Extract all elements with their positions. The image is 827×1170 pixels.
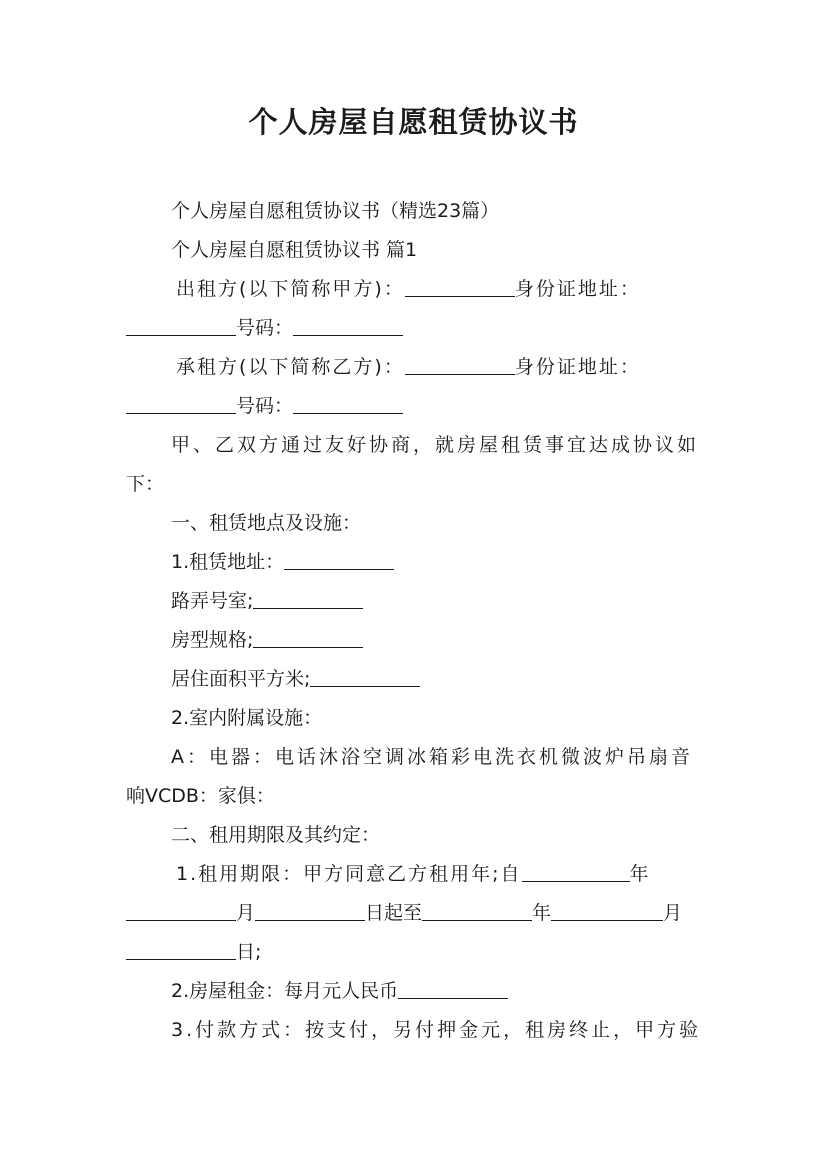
lessee-label: 承租方(以下简称乙方)： [176, 356, 405, 378]
lessor-number-line [126, 313, 716, 343]
clause-one-heading-text: 一、租赁地点及设施： [171, 512, 362, 534]
rental-address-label: 1.租赁地址： [171, 551, 285, 573]
blank-field [253, 588, 363, 609]
section-heading [171, 235, 761, 265]
lease-term-line [176, 859, 766, 889]
subtitle-text: 个人房屋自愿租赁协议书（精选23篇） [171, 200, 500, 222]
section-heading-text: 个人房屋自愿租赁协议书 篇1 [171, 239, 418, 261]
appliances-tail: 响VCDB：家俱： [126, 785, 275, 807]
agreement-intro-text: 甲、乙双方通过友好协商，就房屋租赁事宜达成协议如 [171, 434, 700, 456]
blank-field [422, 900, 532, 921]
document-title: 个人房屋自愿租赁协议书 [248, 105, 579, 139]
clause-one-heading [171, 508, 761, 538]
living-area-label: 居住面积平方米; [171, 668, 311, 690]
lessor-label: 出租方(以下简称甲方)： [176, 278, 405, 300]
lessor-line [176, 274, 766, 304]
rental-address-line [171, 547, 761, 577]
lane-room-line [171, 586, 761, 616]
blank-field [405, 354, 515, 375]
lease-dates-line [126, 898, 716, 928]
day-end-label: 日; [236, 941, 262, 963]
clause-two-heading-text: 二、租用期限及其约定： [171, 824, 381, 846]
living-area-line [171, 664, 761, 694]
appliances-continued [126, 781, 716, 811]
blank-field [126, 393, 236, 414]
year-label: 年 [629, 863, 651, 885]
subtitle-line [171, 196, 761, 226]
agreement-intro-line [171, 430, 701, 460]
blank-field [522, 861, 630, 882]
appliances-line [171, 742, 701, 772]
number-label: 号码： [236, 317, 294, 339]
blank-field [398, 978, 508, 999]
rent-label: 2.房屋租金：每月元人民币 [171, 980, 399, 1002]
lane-room-label: 路弄号室; [171, 590, 254, 612]
blank-field [293, 393, 403, 414]
year-label: 年 [532, 902, 552, 924]
blank-field [126, 939, 236, 960]
blank-field [284, 549, 394, 570]
lease-term-label: 1.租用期限：甲方同意乙方租用年;自 [176, 863, 522, 885]
day-to-label: 日起至 [365, 902, 423, 924]
blank-field [253, 627, 363, 648]
room-type-line [171, 625, 761, 655]
blank-field [126, 315, 236, 336]
lessee-number-line [126, 391, 716, 421]
lessee-line [176, 352, 766, 382]
blank-field [255, 900, 365, 921]
blank-field [405, 276, 515, 297]
blank-field [126, 900, 236, 921]
blank-field [293, 315, 403, 336]
id-address-label: 身份证地址： [514, 356, 641, 378]
blank-field [551, 900, 663, 921]
lease-end-line [126, 937, 716, 967]
facilities-heading [171, 703, 761, 733]
agreement-intro-continued [126, 469, 716, 499]
blank-field [310, 666, 420, 687]
rent-line [171, 976, 761, 1006]
agreement-intro-tail: 下： [126, 473, 165, 495]
month-label: 月 [663, 902, 683, 924]
room-type-label: 房型规格; [171, 629, 254, 651]
payment-text: 3.付款方式：按支付，另付押金元，租房终止，甲方验 [171, 1019, 702, 1041]
month-label: 月 [236, 902, 256, 924]
facilities-heading-text: 2.室内附属设施： [171, 707, 323, 729]
number-label: 号码： [236, 395, 294, 417]
clause-two-heading [171, 820, 761, 850]
appliances-text: A：电器：电话沐浴空调冰箱彩电洗衣机微波炉吊扇音 [171, 746, 693, 768]
payment-line [171, 1015, 701, 1045]
id-address-label: 身份证地址： [514, 278, 641, 300]
